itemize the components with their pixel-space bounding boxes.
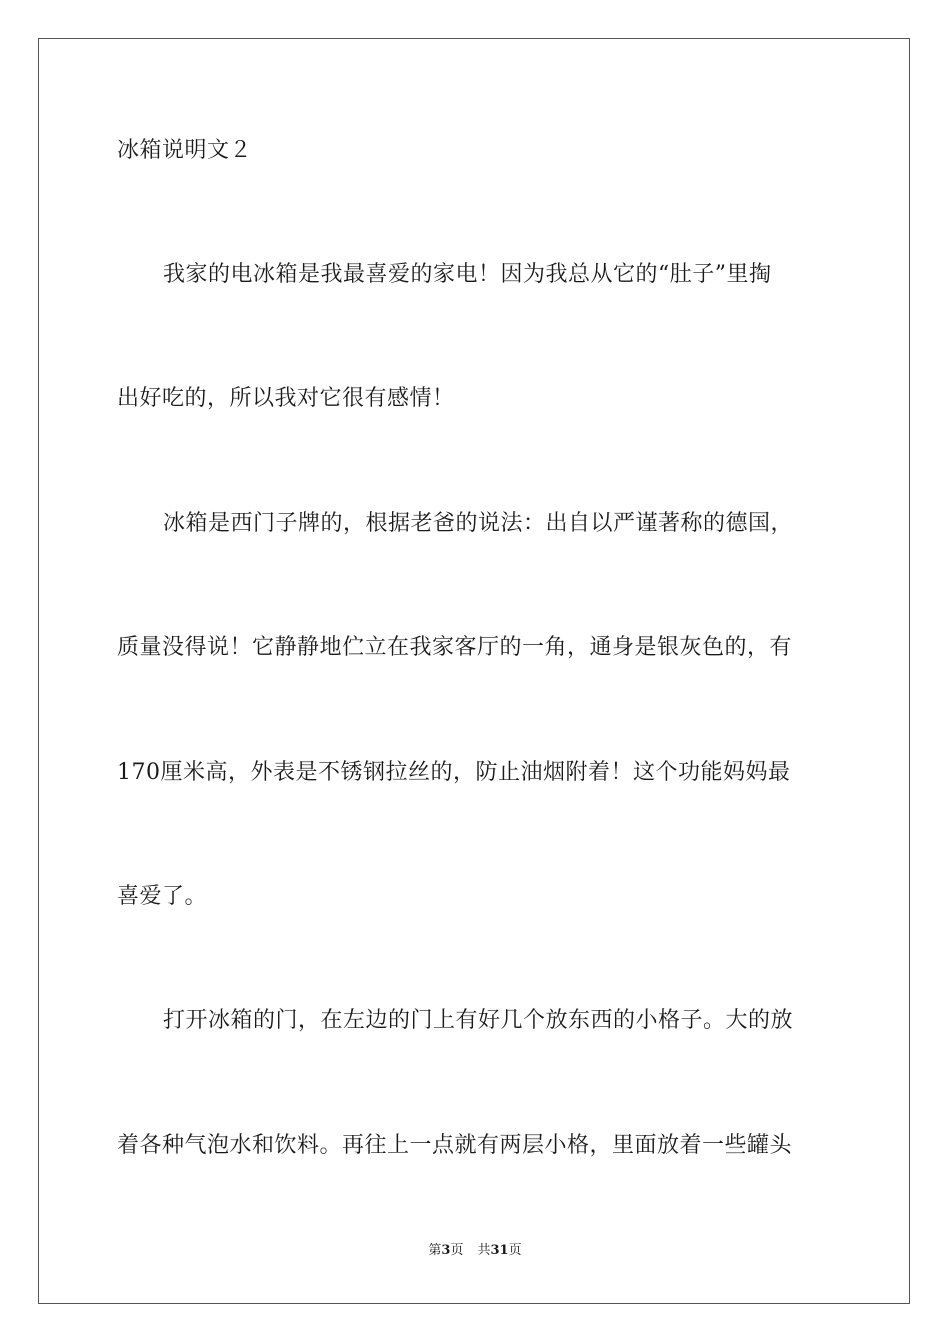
document-title: 冰箱说明文２	[117, 138, 253, 163]
paragraph-line: 我家的电冰箱是我最喜爱的家电！因为我总从它的“肚子”里掏	[163, 262, 772, 287]
total-prefix: 共	[477, 1243, 491, 1258]
page-border	[38, 38, 910, 1304]
paragraph-line: 冰箱是西门子牌的，根据老爸的说法：出自以严谨著称的德国，	[163, 511, 794, 536]
page-prefix: 第	[428, 1243, 442, 1258]
paragraph-line: 170厘米高，外表是不锈钢拉丝的，防止油烟附着！这个功能妈妈最	[117, 760, 791, 785]
total-pages: 31	[490, 1243, 509, 1258]
paragraph-line: 喜爱了。	[117, 884, 208, 909]
paragraph-line: 打开冰箱的门，在左边的门上有好几个放东西的小格子。大的放	[163, 1008, 794, 1033]
page-footer	[0, 1242, 950, 1260]
page-number: 3	[441, 1243, 451, 1258]
paragraph-line: 着各种气泡水和饮料。再往上一点就有两层小格，里面放着一些罐头	[117, 1133, 793, 1158]
total-suffix: 页	[508, 1243, 522, 1258]
paragraph-line: 出好吃的，所以我对它很有感情！	[117, 386, 455, 411]
paragraph-line: 质量没得说！它静静地伫立在我家客厅的一角，通身是银灰色的，有	[117, 635, 793, 660]
page-suffix: 页	[450, 1243, 464, 1258]
